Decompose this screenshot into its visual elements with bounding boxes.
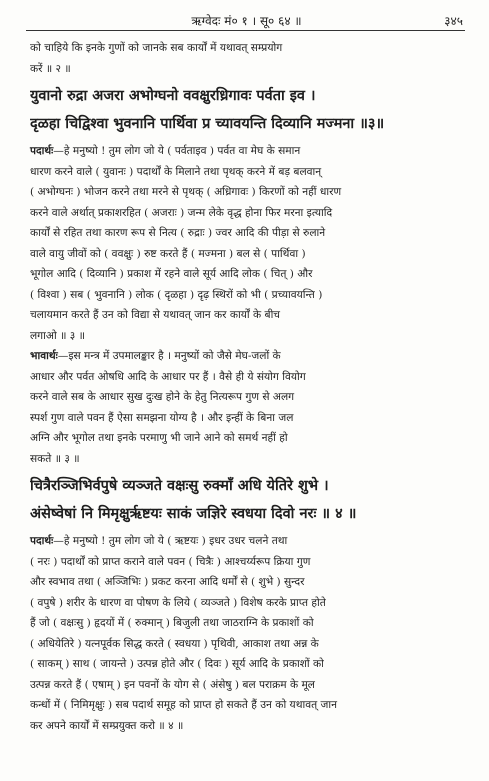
- prose-line: ( साकम् ) साथ ( जायन्ते ) उत्पन्न होते और ( दिवः ) सूर्य आदि के प्रकाशों को: [30, 658, 324, 670]
- prose-line: वाले वायु जीवों को ( ववक्षुः ) रुष्ट करते हैं ( मज्मना ) बल से ( पार्थिवा ): [30, 247, 306, 260]
- padartha-label: पदार्थः: [30, 535, 54, 547]
- prose-line: करने वाले सब के आधार सुख दुःख होने के हेतु नित्यरूप गुण से अलग: [30, 391, 295, 403]
- prose-line: और स्वभाव तथा ( अञ्जिभिः ) प्रकट करना आदि धर्मों से ( शुभे ) सुन्दर: [30, 576, 305, 588]
- prose-line: —हे मनुष्यो ! तुम लोग जो ये ( पर्वताइव ) पर्वत वा मेघ के समान: [53, 145, 301, 157]
- mantra-4: [30, 472, 461, 528]
- prose-line: भूगोल आदि ( दिव्यानि ) प्रकाश में रहने वाले सूर्य आदि लोक ( चित् ) और: [30, 268, 313, 280]
- prose-line: को चाहिये कि इनके गुणों को जानके सब कार्यों में यथावत् सम्प्रयोग: [30, 42, 283, 54]
- prose-line: हैं जो ( वक्षःसु ) हृदयों में ( रुक्मान् ) बिजुली तथा जाठराग्नि के प्रकाशों को: [30, 617, 314, 629]
- header-rule: [26, 30, 465, 31]
- running-title: ऋग्वेदः मं० १ । सू० ६४ ॥: [191, 14, 302, 28]
- prose-line: —हे मनुष्यो ! तुम लोग जो ये ( ऋष्टयः ) इधर उधर चलने तथा: [53, 535, 288, 547]
- mantra-line: युवानो रुद्रा अजरा अभोग्घनो ववक्षुरध्रिगावः पर्वता इव ।: [30, 87, 316, 104]
- padartha-4: [30, 531, 461, 736]
- padartha-label: पदार्थः: [30, 145, 54, 157]
- prose-line: करने वाले अर्थात् प्रकाशरहित ( अजराः ) जन्म लेके वृद्ध होना फिर मरना इत्यादि: [30, 206, 333, 219]
- prose-line: ( अभोग्घनः ) भोजन करने तथा मरने से पृथक् ( अध्रिगावः ) किरणों को नहीं धारण: [30, 186, 342, 198]
- page-body: [30, 38, 461, 736]
- prose-line: आधार और पर्वत ओषधि आदि के आधार पर हैं । वैसे ही ये संयोग वियोग: [30, 370, 306, 383]
- prose-line: चलायमान करते हैं उन को विद्या से यथावत् जान कर कार्यों के बीच: [30, 309, 281, 321]
- prose-line: —इस मन्त्र में उपमालङ्कार है । मनुष्यों को जैसे मेघ-जलों के: [57, 350, 281, 362]
- prose-line: स्पर्श गुण वाले पवन हैं ऐसा समझना योग्य है । और इन्हीं के बिना जल: [30, 411, 294, 424]
- bhavartha-3: [30, 346, 461, 469]
- mantra-line: अंसेष्वेषां नि मिमृक्षुर्ऋष्टयः साकं जज्ञिरे स्वधया दिवो नरः ॥ ४ ॥: [30, 505, 357, 522]
- mantra-line: दृळहा चिद्विश्वा भुवनानि पार्थिवा प्र च्यावयन्ति दिव्यानि मज्मना ॥३॥: [30, 115, 385, 132]
- prose-line: सकते ॥ ३ ॥: [30, 452, 80, 465]
- prose-line: कन्धों में ( निमिमृक्षुः ) सब पदार्थ समूह को प्राप्त हो सकते हैं उन को यथावत् जान: [30, 699, 337, 711]
- prose-line: धारण करने वाले ( युवानः ) पदार्थों के मिलाने तथा पृथक् करने में बड़ बलवान्: [30, 165, 322, 178]
- prose-line: लगाओ ॥ ३ ॥: [30, 329, 86, 342]
- padartha-3: [30, 141, 461, 346]
- prose-line: करें ॥ २ ॥: [30, 62, 71, 75]
- prose-line: ( नरः ) पदार्थों को प्राप्त कराने वाले पवन ( चित्रैः ) आश्चर्य्यरूप क्रिया गुण: [30, 555, 311, 568]
- prose-line: ( विश्वा ) सब ( भुवनानि ) लोक ( दृळहा ) दृढ़ स्थिरों को भी ( प्रच्यावयन्ति ): [30, 288, 323, 301]
- prose-line: कार्यों से रहित तथा कारण रूप से नित्य ( रुद्राः ) ज्वर आदि की पीड़ा से रुलाने: [30, 227, 326, 239]
- previous-commentary-end: [30, 38, 461, 79]
- prose-line: उत्पन्न करते हैं ( एषाम् ) इन पवनों के योग से ( अंसेषु ) बल पराक्रम के मूल: [30, 678, 315, 691]
- prose-line: अग्नि और भूगोल तथा इनके परमाणु भी जाने आने को समर्थ नहीं हो: [30, 432, 288, 444]
- mantra-3: [30, 82, 461, 138]
- mantra-line: चित्रैरञ्जिभिर्वपुषे व्यञ्जते वक्षःसु रुक्माँ अधि येतिरे शुभे ।: [30, 477, 329, 494]
- bhavartha-label: भावार्थः: [30, 350, 58, 362]
- prose-line: ( अधियेतिरे ) यत्नपूर्वक सिद्ध करते ( स्वधया ) पृथिवी, आकाश तथा अन्न के: [30, 637, 319, 650]
- prose-line: ( वपुषे ) शरीर के धारण वा पोषण के लिये ( व्यञ्जते ) विशेष करके प्राप्त होते: [30, 596, 326, 609]
- prose-line: कर अपने कार्यों में सम्प्रयुक्त करो ॥ ४ ॥: [30, 719, 184, 732]
- page-number: ३४५: [444, 14, 463, 28]
